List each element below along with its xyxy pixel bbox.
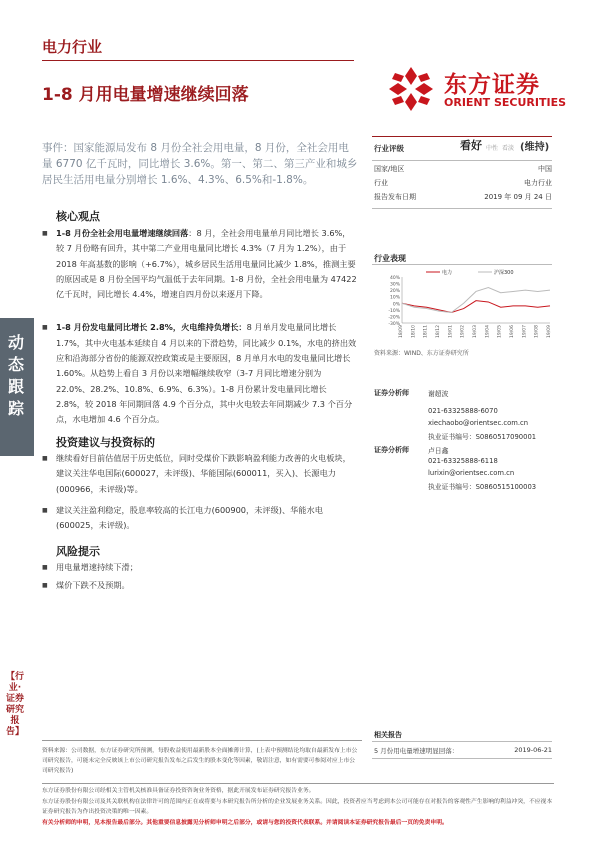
analyst-certificate: 执业证书编号：S0860517090001 xyxy=(428,433,537,441)
y-tick-label: 10% xyxy=(389,295,400,301)
advice-item: ■ 继续看好目前估值居于历史低位，同时受煤价下跌影响盈利能力改善的火电板块，建议关注华电国际(600027，未评级)、华能国际(600011，买入)、长源电力(000966，未评级)等。 xyxy=(56,451,358,497)
analyst-label: 证券分析师 xyxy=(374,446,409,454)
chart-svg xyxy=(374,267,552,347)
core-bullet-generation xyxy=(56,320,358,427)
related-report-date: 2019-06-21 xyxy=(514,746,552,754)
rating-option-negative: 看淡 xyxy=(502,145,515,152)
info-bottom-rule xyxy=(372,208,552,209)
core-bullet-1-heading: 1-8 月份全社会用电量增速继续回落 xyxy=(56,228,189,238)
core-bullet-consumption xyxy=(56,226,358,302)
related-report-item[interactable] xyxy=(374,746,552,755)
core-bullet-1-text: ：8 月，全社会用电量单月同比增长 3.6%，较 7 月份略有回升，其中第二产业用电量同比增长 4.3%（7 月为 1.2%），由于 2018 年高基数的影响（+6.7%），城乡居民生活用电量同比减少 1.8%，推测主要的原因或是 8 月份全国平均气温低于去年同期。1-8 月份，全社会用电量为 47422 亿千瓦时，同比增长 4.4%，增速自四月份以来逐月下降。 xyxy=(56,228,357,300)
industry-performance-chart xyxy=(374,267,552,347)
country-label: 国家/地区 xyxy=(374,165,405,173)
industry-label: 电力行业 xyxy=(42,38,103,56)
risk-item: ■ 用电量增速持续下滑； xyxy=(56,560,358,575)
x-tick-label: 19/01 xyxy=(448,325,454,338)
core-views-list xyxy=(56,226,358,440)
x-tick-label: 19/08 xyxy=(534,325,540,338)
analyst-certificate: 执业证书编号：S0860515100003 xyxy=(428,483,537,491)
disclaimer-1: 东方证券股份有限公司经相关主管机关核准具备证券投资咨询业务资格，据此开展发布证券研究报告业务。 xyxy=(42,788,315,794)
analyst-name: 谢超波 xyxy=(428,390,449,398)
y-tick-label: 30% xyxy=(389,282,400,288)
x-tick-label: 18/10 xyxy=(411,325,417,338)
core-bullet-2-heading: 1-8 月份发电量同比增长 2.8%，火电维持负增长： xyxy=(56,322,247,333)
disclaimer-2: 东方证券股份有限公司及其关联机构在法律许可的范围内正在或将要与本研究报告所分析的企业发展业务关系。因此，投资者应当考虑到本公司可能存在对报告的客观性产生影响的利益冲突，不应视本证券研究报告为作出投资决策的唯一因素。 xyxy=(42,799,553,815)
related-bottom-rule xyxy=(372,758,552,759)
footer-rule xyxy=(42,783,554,784)
x-tick-label: 19/02 xyxy=(460,325,466,338)
rating-bottom-rule xyxy=(372,160,552,161)
company-logo xyxy=(386,64,567,114)
x-tick-label: 19/03 xyxy=(473,325,478,338)
related-report-title[interactable]: 5 月份用电量增速明显回落： xyxy=(374,747,459,755)
analyst-phone: 021-63325888-6070 xyxy=(428,407,498,415)
rating-option-neutral: 中性 xyxy=(486,145,499,152)
report-title: 1-8 月用电量增速继续回落 xyxy=(42,85,249,105)
x-tick-label: 19/04 xyxy=(485,325,491,338)
advice-item: ■ 建议关注盈利稳定，股息率较高的长江电力(600900，未评级)、华能水电(600025，未评级)。 xyxy=(56,503,358,534)
rating-value: 看好 xyxy=(460,139,482,152)
footer-top-rule xyxy=(42,740,362,741)
logo-chinese-name: 东方证券 xyxy=(444,72,540,98)
publish-date-label: 报告发布日期 xyxy=(374,193,416,201)
report-info-table xyxy=(374,164,552,206)
publish-date-value: 2019 年 09 月 24 日 xyxy=(484,193,552,201)
y-tick-label: -20% xyxy=(388,315,400,321)
x-tick-label: 18/09 xyxy=(399,325,404,338)
y-tick-label: 0% xyxy=(392,302,400,308)
x-tick-label: 19/06 xyxy=(510,325,515,338)
x-tick-label: 19/07 xyxy=(522,325,528,338)
core-views-heading: 核心观点 xyxy=(56,210,100,223)
country-value: 中国 xyxy=(538,165,552,173)
footer-note: 资料来源：公司数据，东方证券研究所预测，每股收益使用最新股本全面摊薄计算，(上表中预测结论均取自最新发布上市公司研究报告，可能未完全反映该上市公司研究报告发布之后发生的股本变化等因素，敬请注意，如有需要可参阅对应上市公司研究报告) xyxy=(42,748,358,774)
disclaimer-3: 有关分析师的申明，见本报告最后部分。其他重要信息披露见分析师申明之后部分，或请与您的投资代表联系。并请阅读本证券研究报告最后一页的免责申明。 xyxy=(42,820,448,826)
risk-heading: 风险提示 xyxy=(56,545,100,558)
info-row-industry xyxy=(374,178,552,192)
legend-label: 电力 xyxy=(442,270,453,276)
x-tick-label: 19/09 xyxy=(547,325,552,338)
x-tick-label: 18/11 xyxy=(423,325,429,338)
related-reports-heading: 相关报告 xyxy=(374,731,402,739)
analyst-label: 证券分析师 xyxy=(374,389,409,397)
dynamic-tracking-tab xyxy=(0,318,34,456)
y-tick-label: 40% xyxy=(389,276,400,281)
analyst-phone: 021-63325888-6118 xyxy=(428,457,498,465)
analyst-block-2 xyxy=(374,445,552,505)
industry-rating xyxy=(374,140,552,158)
logo-mark-icon xyxy=(386,64,436,114)
event-summary: 事件：国家能源局发布 8 月份全社会用电量，8 月份，全社会用电量 6770 亿千瓦时，同比增长 3.6%。第一、第二、第三产业和城乡居民生活用电量分别增长 1.6%、4.3%、6.5%和-1.8%。 xyxy=(42,142,358,186)
chart-title: 行业表现 xyxy=(374,254,406,263)
y-tick-label: -30% xyxy=(388,322,400,327)
industry-field-label: 行业 xyxy=(374,179,388,187)
y-tick-label: 20% xyxy=(389,289,400,295)
risk-item: ■ 煤价下跌不及预期。 xyxy=(56,578,358,593)
analyst-email[interactable]: xiechaobo@orientsec.com.cn xyxy=(428,419,529,427)
legend-label: 沪深300 xyxy=(494,270,514,276)
related-rule xyxy=(372,741,552,742)
x-tick-label: 19/05 xyxy=(497,325,503,338)
industry-field-value: 电力行业 xyxy=(524,179,552,187)
core-bullet-2-text: 8 月单月发电量同比增长 1.7%，其中火电基本延续自 4 月以来的下滑趋势，同比减少 0.1%，水电的挤出效应和沿海部分省份的能源双控政策或是主要原因，8 月单月水电的发电量同比增长 1.60%。从趋势上看自 3 月份以来增幅继续收窄（3-7 月同比增速分别为 22.0%、28.2%、10.8%、6.9%、6.3%）。1-8 月份累计发电量同比增长 2.8%，较 2018 年同期回落 4.9 个百分点，其中火电较去年同期减少 7.3 个百分点，水电增加 4.6 个百分点。 xyxy=(56,322,357,425)
risk-list xyxy=(56,560,358,606)
info-row-date xyxy=(374,192,552,206)
analyst-name: 卢日鑫 xyxy=(428,447,449,455)
y-tick-label: -10% xyxy=(388,308,400,314)
rating-maintain: (维持) xyxy=(520,142,550,153)
logo-english-name: ORIENT SECURITIES xyxy=(444,96,567,109)
series-line-power xyxy=(402,301,550,313)
advice-list xyxy=(56,451,358,545)
rating-label: 行业评级 xyxy=(374,144,404,153)
chart-source: 资料来源：WIND、东方证券研究所 xyxy=(374,350,469,357)
header-rule xyxy=(42,60,354,61)
report-type-vertical-tag: 【行业·证券研究报告】 xyxy=(6,672,25,737)
analyst-email[interactable]: lurixin@orientsec.com.cn xyxy=(428,469,515,477)
dynamic-tracking-label: 动态跟踪 xyxy=(8,333,25,418)
series-line-csi300 xyxy=(402,288,550,313)
chart-title-rule xyxy=(372,264,552,265)
x-tick-label: 18/12 xyxy=(436,325,441,338)
advice-heading: 投资建议与投资标的 xyxy=(56,436,155,449)
info-row-country xyxy=(374,164,552,178)
